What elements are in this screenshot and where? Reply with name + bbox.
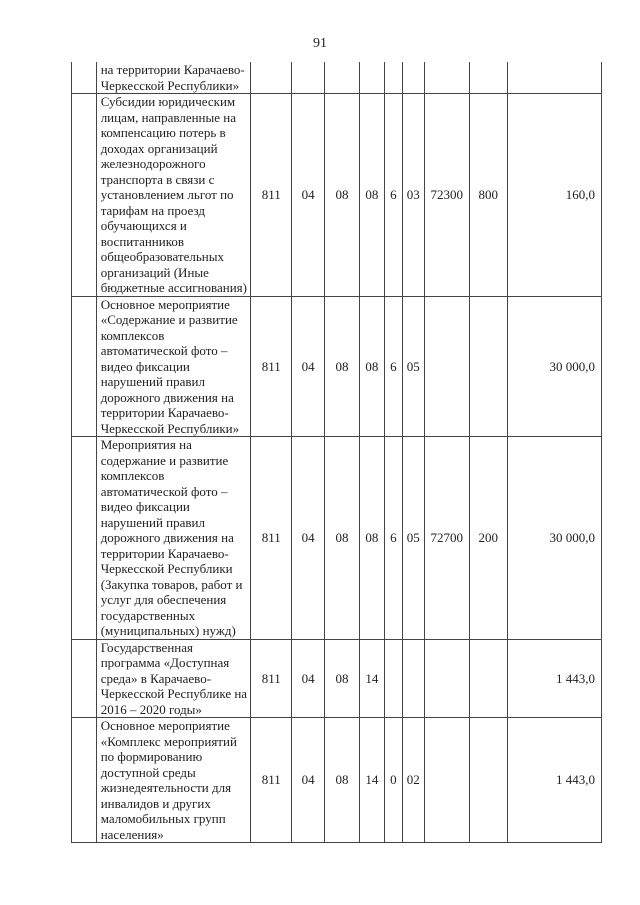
event-cell: 05 — [402, 437, 424, 640]
blank-cell — [72, 296, 97, 437]
subprogram-cell: 6 — [384, 94, 402, 297]
program-cell: 14 — [359, 639, 384, 718]
section-cell: 04 — [292, 296, 325, 437]
table-row — [72, 62, 602, 94]
expense-type-cell — [469, 62, 507, 94]
blank-cell — [72, 94, 97, 297]
section-cell: 04 — [292, 437, 325, 640]
amount-cell: 30 000,0 — [507, 296, 601, 437]
code-cell: 811 — [251, 437, 292, 640]
page-number: 91 — [313, 36, 327, 51]
subprogram-cell: 6 — [384, 296, 402, 437]
amount-cell — [507, 62, 601, 94]
event-cell: 05 — [402, 296, 424, 437]
subsection-cell: 08 — [325, 94, 360, 297]
budget-table — [71, 62, 602, 843]
section-cell — [292, 62, 325, 94]
event-cell: 02 — [402, 718, 424, 843]
subprogram-cell — [384, 62, 402, 94]
name-cell: Субсидии юридическим лицам, направленные на компенсацию потерь в доходах организаций железнодорожного транспорта в связи с установлением льгот по тарифам на проезд обучающихся и воспитанников общеобразовательных организаций (Иные бюджетные ассигнования) — [96, 94, 251, 297]
expense-type-cell — [469, 296, 507, 437]
amount-cell: 30 000,0 — [507, 437, 601, 640]
event-cell: 03 — [402, 94, 424, 297]
direction-cell — [424, 62, 469, 94]
program-cell — [359, 62, 384, 94]
section-cell: 04 — [292, 94, 325, 297]
amount-cell: 160,0 — [507, 94, 601, 297]
expense-type-cell — [469, 639, 507, 718]
program-cell: 08 — [359, 94, 384, 297]
subprogram-cell: 6 — [384, 437, 402, 640]
table-row — [72, 437, 602, 640]
table-row — [72, 94, 602, 297]
expense-type-cell: 200 — [469, 437, 507, 640]
name-cell: Государственная программа «Доступная среда» в Карачаево-Черкесской Республике на 2016 – 2020 годы» — [96, 639, 251, 718]
event-cell — [402, 62, 424, 94]
table-row — [72, 718, 602, 843]
direction-cell — [424, 639, 469, 718]
section-cell: 04 — [292, 639, 325, 718]
subsection-cell: 08 — [325, 437, 360, 640]
table-row — [72, 296, 602, 437]
code-cell — [251, 62, 292, 94]
program-cell: 08 — [359, 296, 384, 437]
code-cell: 811 — [251, 718, 292, 843]
direction-cell: 72300 — [424, 94, 469, 297]
blank-cell — [72, 639, 97, 718]
table-body — [72, 62, 602, 843]
expense-type-cell: 800 — [469, 94, 507, 297]
subsection-cell: 08 — [325, 639, 360, 718]
expense-type-cell — [469, 718, 507, 843]
blank-cell — [72, 437, 97, 640]
program-cell: 08 — [359, 437, 384, 640]
section-cell: 04 — [292, 718, 325, 843]
name-cell: Основное мероприятие «Содержание и развитие комплексов автоматической фото – видео фиксации нарушений правил дорожного движения на территории Карачаево-Черкесской Республики» — [96, 296, 251, 437]
amount-cell: 1 443,0 — [507, 639, 601, 718]
blank-cell — [72, 62, 97, 94]
blank-cell — [72, 718, 97, 843]
name-cell: Мероприятия на содержание и развитие комплексов автоматической фото – видео фиксации нарушений правил дорожного движения на территории Карачаево-Черкесской Республики (Закупка товаров, работ и услуг для обеспечения государственных (муниципальных) нужд) — [96, 437, 251, 640]
subsection-cell: 08 — [325, 296, 360, 437]
name-cell: на территории Карачаево-Черкесской Республики» — [96, 62, 251, 94]
subprogram-cell: 0 — [384, 718, 402, 843]
code-cell: 811 — [251, 296, 292, 437]
amount-cell: 1 443,0 — [507, 718, 601, 843]
code-cell: 811 — [251, 639, 292, 718]
table-row — [72, 639, 602, 718]
subsection-cell: 08 — [325, 718, 360, 843]
subprogram-cell — [384, 639, 402, 718]
event-cell — [402, 639, 424, 718]
direction-cell — [424, 718, 469, 843]
code-cell: 811 — [251, 94, 292, 297]
direction-cell — [424, 296, 469, 437]
program-cell: 14 — [359, 718, 384, 843]
name-cell: Основное мероприятие «Комплекс мероприятий по формированию доступной среды жизнедеятельности для инвалидов и других маломобильных групп населения» — [96, 718, 251, 843]
direction-cell: 72700 — [424, 437, 469, 640]
subsection-cell — [325, 62, 360, 94]
